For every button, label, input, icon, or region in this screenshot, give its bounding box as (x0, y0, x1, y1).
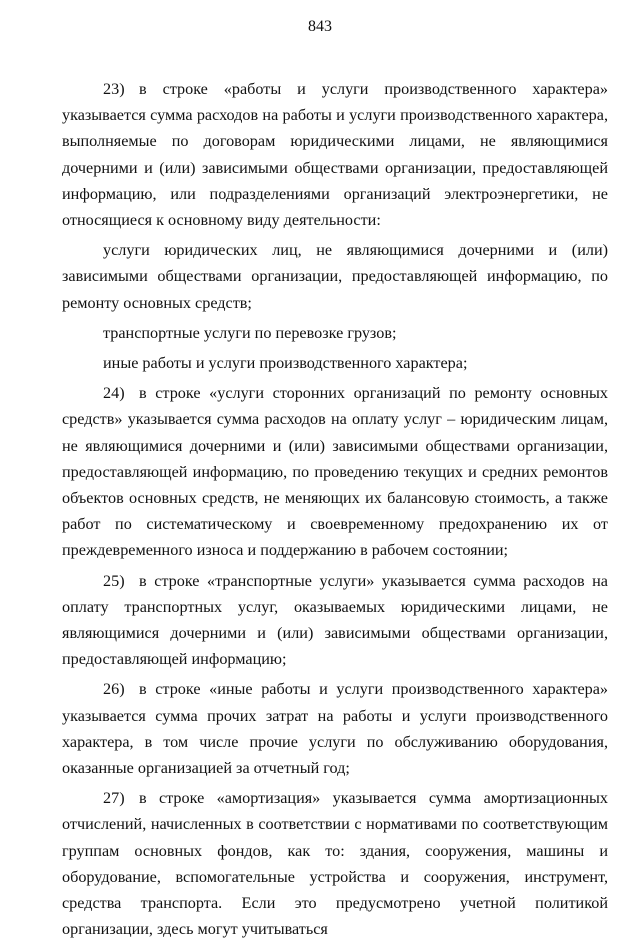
paragraph-item-27 (62, 785, 608, 942)
paragraph-item-23 (62, 76, 608, 233)
item-number: 23) (103, 80, 125, 98)
document-body (62, 76, 608, 947)
paragraph-repair-services (62, 237, 608, 316)
item-number: 24) (103, 384, 125, 403)
paragraph-text: услуги юридических лиц, не являющимися дочерними и (или) зависимыми обществами организации, предоставляющей информацию, по ремонту основных средств; (62, 241, 608, 312)
paragraph-text: в строке «иные работы и услуги производственного характера» указывается сумма прочих затрат на работы и услуги производственного характера, в том числе прочие услуги по обслуживанию оборудования, оказанные организацией за отчетный год; (62, 680, 608, 778)
page-number: 843 (308, 18, 332, 35)
paragraph-item-24 (62, 380, 608, 563)
paragraph-text: в строке «работы и услуги производственного характера» указывается сумма расходов на работы и услуги производственного характера, выполняемые по договорам юридическими лицами, не являющимися дочерними и (или) зависимыми обществами организации, предоставляющей информацию, или подразделениями организаций электроэнергетики, не относящиеся к основному виду деятельности: (62, 80, 608, 230)
paragraph-text: в строке «услуги сторонних организаций по ремонту основных средств» указывается сумма расходов на оплату услуг – юридическим лицам, не являющимися дочерними и (или) зависимыми обществами организации, предоставляющей информацию, по проведению текущих и средних ремонтов объектов основных средств, не меняющих их балансовую стоимость, а также работ по систематическому и своевременному предохранению их от преждевременного износа и поддержанию в рабочем состоянии; (62, 384, 608, 560)
paragraph-item-25 (62, 568, 608, 673)
item-number: 25) (103, 571, 125, 590)
item-number: 27) (103, 789, 125, 808)
paragraph-item-26 (62, 676, 608, 781)
paragraph-freight-services (62, 320, 608, 346)
paragraph-text: транспортные услуги по перевозке грузов; (103, 323, 397, 342)
paragraph-text: иные работы и услуги производственного характера; (103, 354, 468, 373)
paragraph-text: в строке «амортизация» указывается сумма амортизационных отчислений, начисленных в соответствии с нормативами по соответствующим группам основных фондов, как то: здания, сооружения, машины и оборудование, вспомогательные устройства и сооружения, инструмент, средства транспорта. Если это предусмотрено учетной политикой организации, здесь могут учитываться (62, 789, 608, 939)
paragraph-text: в строке «транспортные услуги» указывается сумма расходов на оплату транспортных услуг, оказываемых юридическими лицами, не являющимися дочерними и (или) зависимыми обществами организации, предоставляющей информацию; (62, 571, 608, 669)
paragraph-other-works (62, 350, 608, 376)
item-number: 26) (103, 680, 125, 699)
